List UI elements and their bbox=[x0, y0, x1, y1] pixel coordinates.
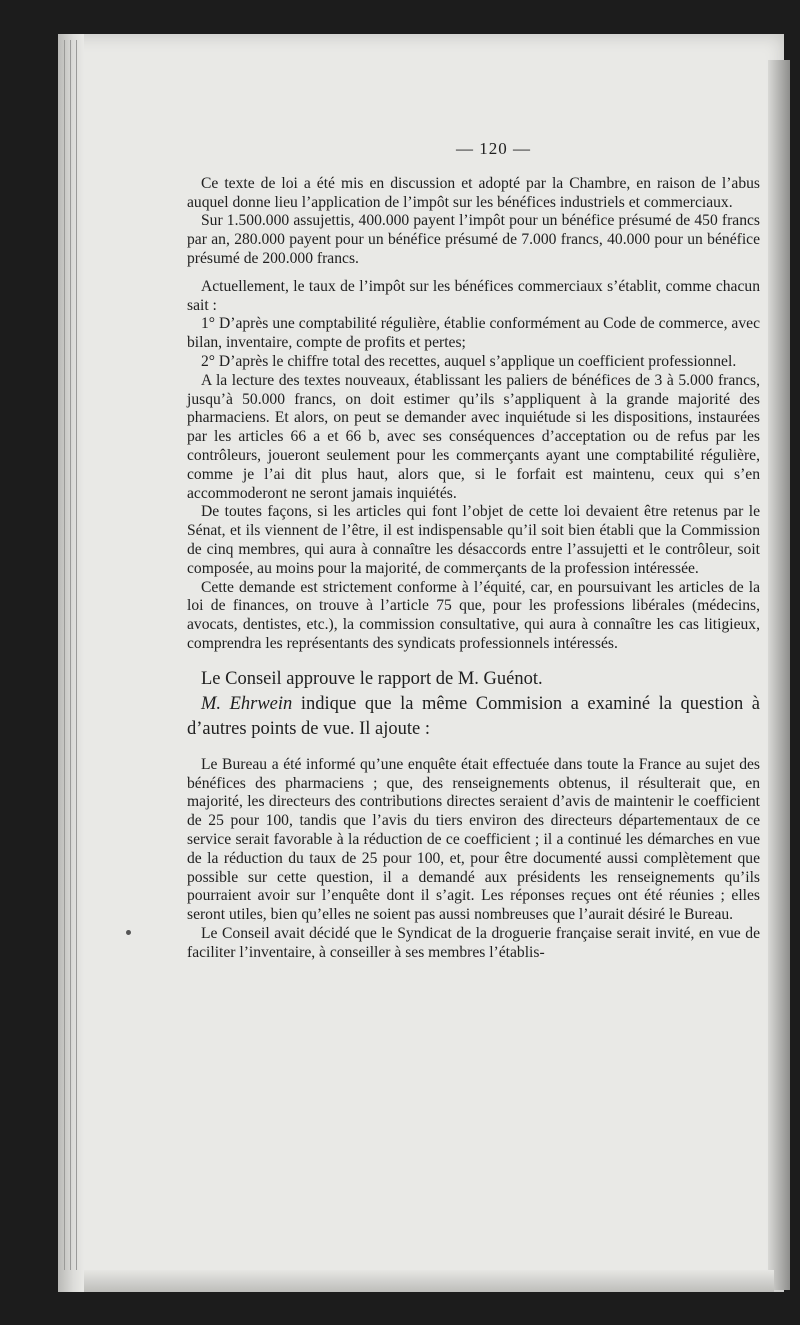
paragraph: Ce texte de loi a été mis en discussion et adopté par la Chambre, en raison de l’abus auquel donne lieu l’application de l’impôt sur les bénéfices industriels et commerciaux. bbox=[187, 174, 760, 211]
council-approval: Le Conseil approuve le rapport de M. Guénot. bbox=[201, 668, 543, 689]
page-right-edge bbox=[768, 60, 790, 1290]
binding-line bbox=[64, 40, 65, 1270]
ink-spot bbox=[126, 930, 131, 935]
speaker-name: M. Ehrwein bbox=[201, 693, 293, 714]
paragraph: Le Conseil avait décidé que le Syndicat de la droguerie française serait invité, en vue de faciliter l’inventaire, à conseiller à ses membres l’établis- bbox=[187, 924, 760, 961]
page-text bbox=[187, 140, 760, 962]
paragraph: Actuellement, le taux de l’impôt sur les bénéfices commerciaux s’établit, comme chacun sait : bbox=[187, 277, 760, 314]
council-speaker-paragraph bbox=[187, 692, 760, 742]
paragraph: Cette demande est strictement conforme à l’équité, car, en poursuivant les articles de la loi de finances, on trouve à l’article 75 que, pour les professions libérales (médecins, avocats, dentistes, etc.), la commission consultative, qui aura à connaître les cas litigieux, comprendra les représentants des syndicats professionnels intéressés. bbox=[187, 578, 760, 652]
paragraph: Sur 1.500.000 assujettis, 400.000 payent l’impôt pour un bénéfice présumé de 450 francs par an, 280.000 payent pour un bénéfice présumé de 7.000 francs, 40.000 pour un bénéfice présumé de 200.000 francs. bbox=[187, 212, 760, 267]
page-number: — 120 — bbox=[456, 139, 531, 158]
paragraph: De toutes façons, si les articles qui font l’objet de cette loi devaient être retenus par le Sénat, et ils viennent de l’être, il est indispensable qu’il soit bien établi que la Commission de cinq membres, qui aura à connaître les désaccords entre l’assujetti et le contrôleur, soit composée, au moins pour la majorité, de commerçants de la profession intéressée. bbox=[187, 503, 760, 577]
page-spine-shadow bbox=[58, 34, 84, 1292]
binding-line bbox=[76, 40, 77, 1270]
binding-line bbox=[70, 40, 71, 1270]
list-item: 2° D’après le chiffre total des recettes, auquel s’applique un coefficient professionnel. bbox=[201, 352, 737, 370]
paragraph: Le Bureau a été informé qu’une enquête était effectuée dans toute la France au sujet des bénéfices des pharmaciens ; que, des renseignements obtenus, il résulterait que, en majorité, les directeurs des contributions directes seraient d’avis de maintenir le coefficient de 25 pour 100, tandis que l’avis du tiers environ des directeurs départementaux de ce service serait favorable à la réduction de ce coefficient ; il a continué les démarches en vue de la réduction du taux de 25 pour 100, et, pour être documenté aussi complètement que possible sur cette question, il a demandé aux présidents les renseignements qu’ils pourraient avoir sur l’enquête dont il s’agit. Les réponses reçues ont été réunies ; elles seront utiles, bien qu’elles ne soient pas aussi nombreuses que l’aurait désiré le Bureau. bbox=[187, 755, 760, 924]
list-item: 1° D’après une comptabilité régulière, établie conformément au Code de commerce, avec bilan, inventaire, compte de profits et pertes; bbox=[187, 315, 760, 352]
page-bottom-edge bbox=[84, 1270, 774, 1292]
speaker-text: indique que la même Commision a examiné la question à d’autres points de vue. Il ajoute : bbox=[187, 693, 760, 739]
paragraph: A la lecture des textes nouveaux, établissant les paliers de bénéfices de 3 à 5.000 francs, jusqu’à 50.000 francs, on doit estimer qu’ils s’appliquent à la grande majorité des pharmaciens. Et alors, on peut se demander avec inquiétude si les dispositions, instaurées par les articles 66 a et 66 b, avec ses conséquences d’acceptation ou de refus par les contrôleurs, joueront seulement pour les commerçants ayant une comptabilité régulière, comme je l’ai dit plus haut, alors que, si le forfait est maintenu, ceux qui s’en accommoderont ne seront jamais inquiétés. bbox=[187, 371, 760, 502]
